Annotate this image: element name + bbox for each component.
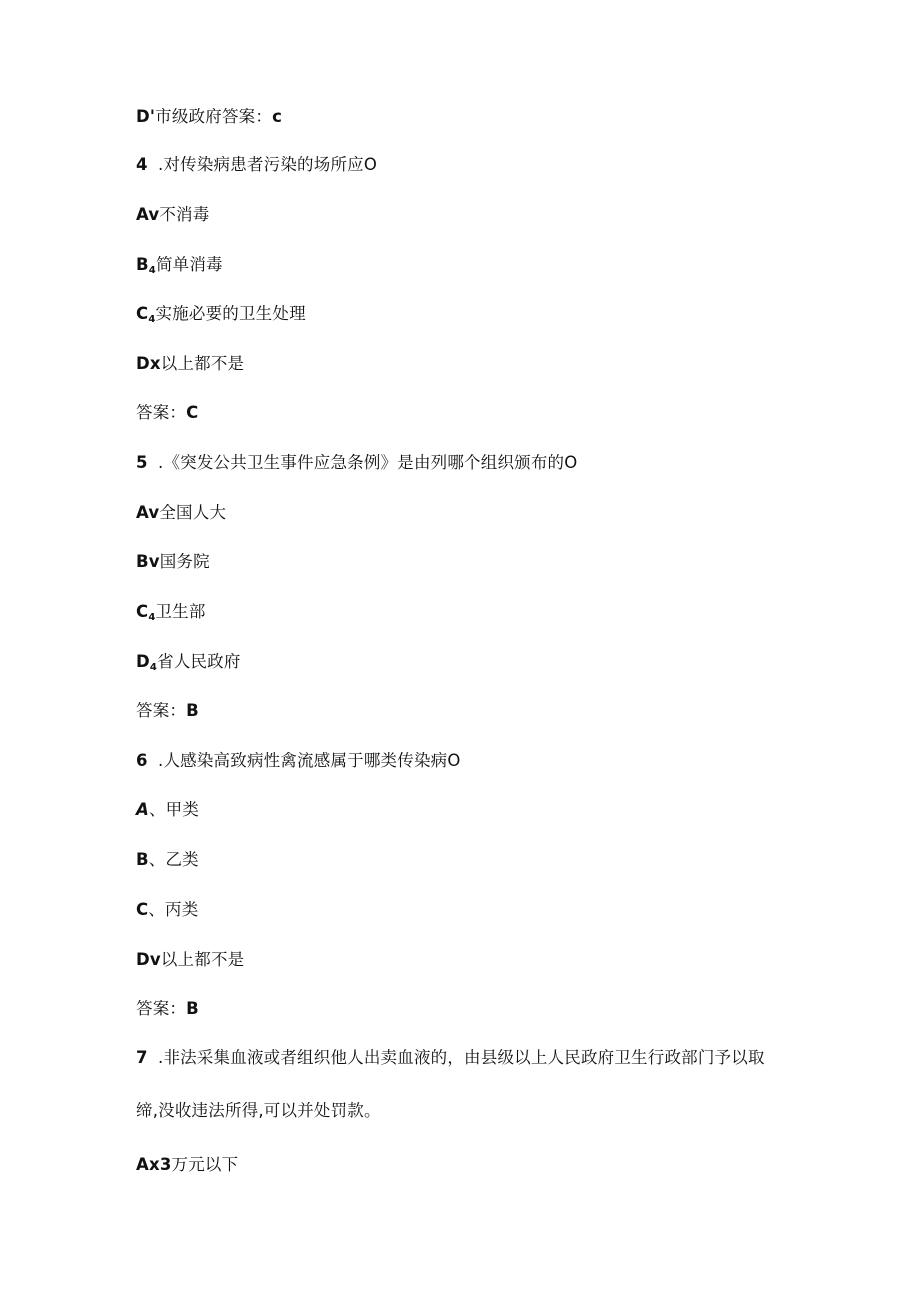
- option-letter: B: [136, 255, 149, 274]
- option-letter: Av: [136, 205, 160, 224]
- question-text: 缔,没收违法所得,可以并处罚款。: [136, 1101, 381, 1120]
- option-letter: D: [136, 652, 150, 671]
- option-a: [136, 502, 226, 524]
- option-c: [136, 303, 306, 331]
- option-text: 简单消毒: [155, 255, 223, 274]
- question-number: 7: [136, 1048, 148, 1067]
- question-7: [136, 1047, 765, 1069]
- answer-label: 答案：: [136, 403, 187, 422]
- option-a: [136, 204, 209, 226]
- option-subscript: 4: [149, 662, 158, 673]
- option-d-line: [136, 106, 282, 128]
- option-letter: D': [136, 107, 156, 126]
- option-text: 以上都不是: [160, 354, 245, 373]
- option-text: 实施必要的卫生处理: [155, 304, 306, 323]
- option-text: 万元以下: [171, 1155, 239, 1174]
- answer-value: c: [272, 107, 283, 126]
- option-text: 不消毒: [159, 205, 210, 224]
- option-a: [136, 799, 199, 821]
- option-subscript: 4: [148, 612, 156, 623]
- answer-value: B: [186, 701, 199, 720]
- option-d: [136, 949, 244, 971]
- option-text: 省人民政府: [157, 652, 241, 671]
- option-letter: C: [136, 304, 149, 323]
- question-4: [136, 154, 377, 176]
- question-7-continued: [136, 1100, 381, 1122]
- option-text: 卫生部: [155, 602, 206, 621]
- option-letter: Bv: [136, 552, 160, 571]
- option-subscript: 4: [148, 265, 156, 276]
- option-letter: A: [136, 800, 149, 819]
- option-letter: C: [136, 602, 149, 621]
- answer-line: [136, 700, 199, 722]
- question-5: [136, 452, 577, 474]
- option-text: 全国人大: [159, 503, 227, 522]
- option-subscript: 4: [148, 314, 156, 325]
- question-number: 5: [136, 453, 148, 472]
- option-b: [136, 551, 210, 573]
- answer-value: C: [186, 403, 199, 422]
- option-letter: Av: [136, 503, 160, 522]
- option-text: 、乙类: [148, 850, 199, 869]
- answer-label: 答案：: [136, 701, 187, 720]
- option-c: [136, 899, 198, 921]
- option-b: [136, 254, 223, 282]
- option-d: [136, 353, 244, 375]
- question-6: [136, 750, 461, 772]
- option-text: 、甲类: [148, 800, 200, 819]
- answer-value: B: [186, 999, 199, 1018]
- question-text: .对传染病患者污染的场所应O: [158, 155, 378, 174]
- option-d: [136, 651, 241, 679]
- question-number: 4: [136, 155, 148, 174]
- question-text: .《突发公共卫生事件应急条例》是由列哪个组织颁布的O: [158, 453, 578, 472]
- option-letter: C: [136, 900, 149, 919]
- option-text: 市级政府答案：: [155, 107, 273, 126]
- option-letter: Dv: [136, 950, 161, 969]
- answer-line: [136, 998, 199, 1020]
- option-letter: Ax3: [136, 1155, 172, 1174]
- option-text: 、丙类: [148, 900, 199, 919]
- question-text: .人感染高致病性禽流感属于哪类传染病O: [158, 751, 461, 770]
- answer-label: 答案：: [136, 999, 187, 1018]
- option-text: 国务院: [159, 552, 210, 571]
- option-a: [136, 1154, 238, 1176]
- question-number: 6: [136, 751, 148, 770]
- option-text: 以上都不是: [160, 950, 245, 969]
- answer-line: [136, 402, 198, 424]
- option-letter: B: [136, 850, 149, 869]
- option-b: [136, 849, 199, 871]
- option-c: [136, 601, 206, 629]
- question-text: .非法采集血液或者组织他人出卖血液的，由县级以上人民政府卫生行政部门予以取: [158, 1048, 765, 1067]
- option-letter: Dx: [136, 354, 161, 373]
